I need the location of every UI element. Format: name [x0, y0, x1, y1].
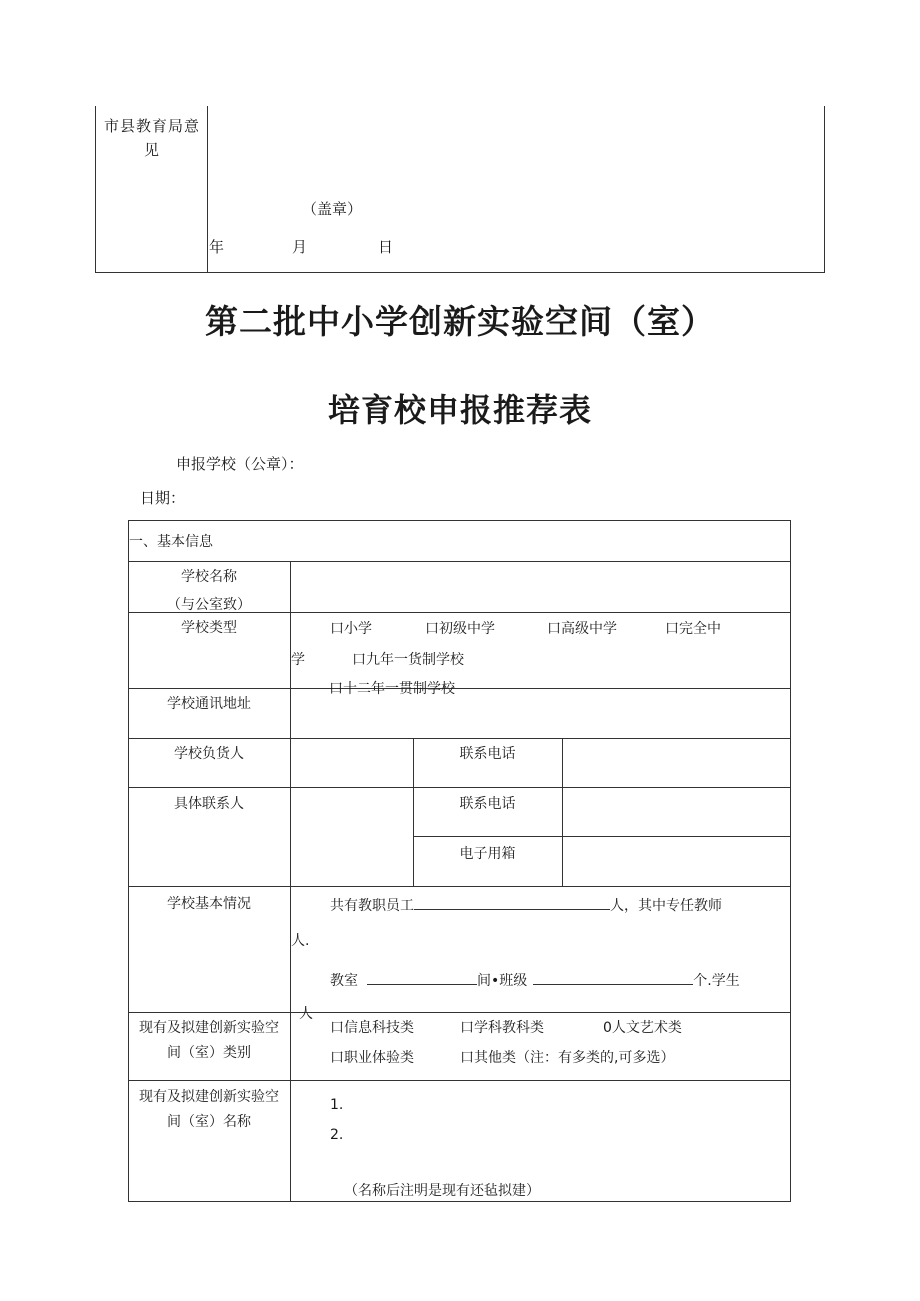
table-border-right [824, 106, 825, 273]
category-label-line1: 现有及拟建创新实验空 [139, 1020, 279, 1036]
seal-note: （盖章） [302, 200, 363, 218]
date-label: 日期： [140, 489, 186, 507]
page-subtitle: 培育校申报推荐表 [327, 391, 592, 429]
classroom-count-input[interactable] [367, 970, 477, 985]
classroom-text-d: 人 [299, 1006, 313, 1022]
option-nine-year-school[interactable]: 口九年一货制学校 [352, 652, 464, 668]
row-line [128, 1080, 791, 1081]
contact-person-input[interactable] [291, 788, 413, 886]
date-year: 年 [209, 238, 225, 256]
form-border-top [128, 520, 791, 521]
option-primary-school[interactable]: 口小学 [330, 621, 372, 637]
staff-count-input[interactable] [414, 895, 610, 910]
staff-sentence [330, 895, 722, 915]
phone-label-contact: 联系电话 [459, 796, 516, 812]
address-input[interactable] [291, 689, 790, 738]
category-other[interactable]: 口其他类（注：有多类的,可多选） [460, 1050, 675, 1066]
classroom-text-c: 个.学生 [693, 973, 740, 989]
school-name-note: （与公室致） [167, 597, 251, 613]
school-name-input[interactable] [291, 562, 790, 612]
class-count-input[interactable] [533, 970, 693, 985]
category-humanities-arts[interactable]: 0人文艺术类 [603, 1020, 682, 1036]
staff-text-c: 人. [291, 933, 310, 949]
basic-situation-label: 学校基本情况 [167, 896, 251, 912]
option-complete-middle-school[interactable]: 口完全中 [665, 621, 721, 637]
space-name-label-line2: 间（室）名称 [167, 1114, 251, 1130]
option-twelve-year-school[interactable]: 口十二年一贯制学校 [329, 681, 455, 697]
space-name-item-1[interactable]: 1. [330, 1097, 344, 1113]
classroom-text-a: 教室 [330, 973, 358, 989]
staff-text-a: 共有教职员工 [330, 898, 414, 914]
principal-phone-input[interactable] [563, 739, 790, 787]
principal-input[interactable] [291, 739, 413, 787]
space-name-label-line1: 现有及拟建创新实验空 [139, 1089, 279, 1105]
space-name-note: （名称后注明是现有还毡拟建） [344, 1183, 540, 1199]
date-month: 月 [292, 238, 308, 256]
category-label-line2: 间（室）类别 [167, 1045, 251, 1061]
section-basic-info: 一、基本信息 [129, 534, 213, 550]
option-senior-high-school[interactable]: 口高级中学 [547, 621, 617, 637]
page-title: 第二批中小学创新实验空间（室） [205, 302, 715, 341]
contact-person-label: 具体联系人 [174, 796, 244, 812]
email-label: 电子用箱 [459, 846, 516, 862]
form-border-bottom [128, 1201, 791, 1202]
date-day: 日 [378, 238, 394, 256]
category-vocational[interactable]: 口职业体验类 [330, 1050, 414, 1066]
applicant-school-label: 申报学校（公章）： [176, 455, 304, 473]
school-name-label: 学校名称 [181, 569, 237, 585]
principal-label: 学校负货人 [174, 746, 244, 762]
email-input[interactable] [563, 837, 790, 886]
phone-label-principal: 联系电话 [459, 746, 516, 762]
contact-phone-input[interactable] [563, 788, 790, 836]
table-divider [207, 106, 208, 273]
row-line [128, 1012, 791, 1013]
table-border-bottom [95, 272, 825, 273]
form-border-right [790, 520, 791, 1202]
classroom-sentence [330, 970, 740, 990]
classroom-text-b: 间•班级 [477, 973, 528, 989]
option-junior-middle-school[interactable]: 口初级中学 [425, 621, 495, 637]
table-border-left [95, 106, 96, 273]
basic-situation-overflow [291, 1000, 790, 1022]
space-name-item-2[interactable]: 2. [330, 1127, 344, 1143]
staff-text-b: 人，其中专任教师 [610, 898, 722, 914]
row-line [128, 886, 791, 887]
category-science[interactable]: 口学科教科类 [460, 1020, 544, 1036]
category-info-tech[interactable]: 口信息科技类 [330, 1020, 414, 1036]
school-type-overflow [291, 676, 790, 697]
option-complete-middle-school-cont: 学 [291, 652, 305, 668]
school-type-label: 学校类型 [181, 620, 237, 636]
address-label: 学校通讯地址 [167, 696, 251, 712]
education-bureau-opinion-label: 市县教育局意见 [103, 117, 200, 159]
